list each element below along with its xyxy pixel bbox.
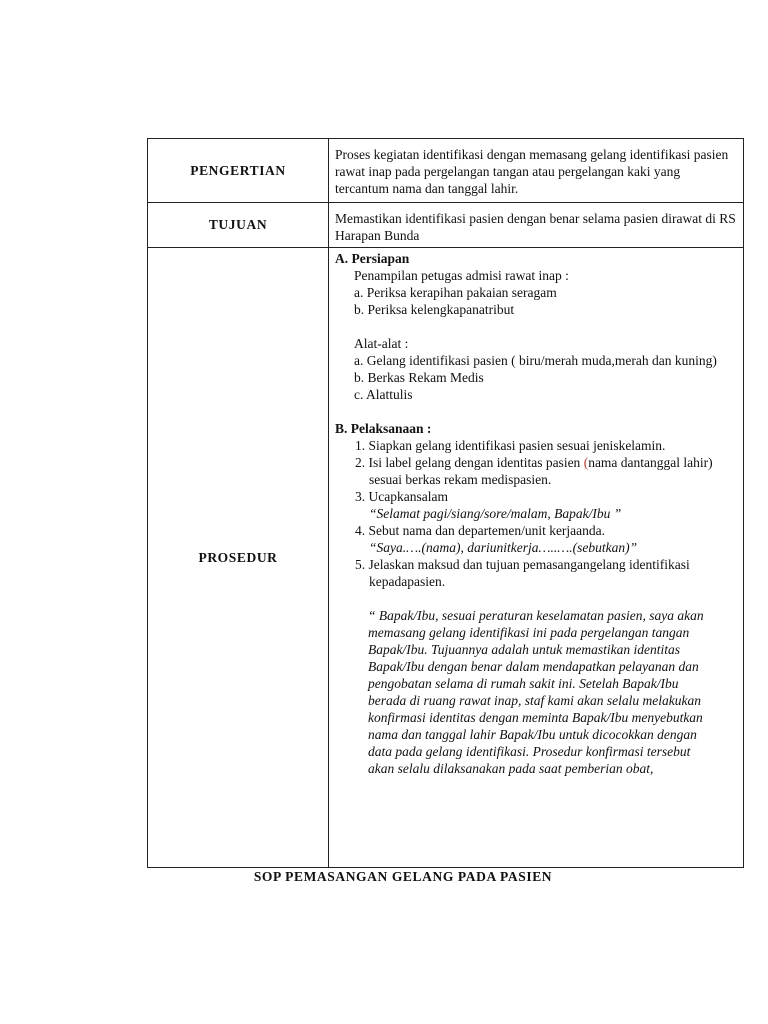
persiapan-intro: Penampilan petugas admisi rawat inap :	[354, 268, 569, 283]
text-tujuan: Memastikan identifikasi pasien dengan benar selama pasien dirawat di RS Harapan Bunda	[329, 203, 744, 248]
alat-item: b. Berkas Rekam Medis	[354, 370, 484, 385]
text-pengertian: Proses kegiatan identifikasi dengan memasang gelang identifikasi pasien rawat inap pada pergelangan tangan atau pergelangan kaki yang tercantum nama dan tanggal lahir.	[329, 139, 744, 203]
pelaksanaan-title: B. Pelaksanaan :	[335, 421, 432, 436]
sop-table	[147, 138, 744, 868]
row-pengertian	[148, 139, 744, 203]
step-3-quote: “Selamat pagi/siang/sore/malam, Bapak/Ibu ”	[369, 506, 622, 521]
alat-item: c. Alattulis	[354, 387, 413, 402]
alat-title: Alat-alat :	[354, 336, 409, 351]
document-title: SOP PEMASANGAN GELANG PADA PASIEN	[253, 869, 553, 884]
step-3: 3. Ucapkansalam	[355, 489, 448, 504]
label-tujuan: TUJUAN	[148, 203, 329, 248]
step-2-part-a: 2. Isi label gelang dengan identitas pasien	[355, 455, 584, 470]
label-pengertian: PENGERTIAN	[148, 139, 329, 203]
step-2-paren: (	[583, 455, 589, 470]
persiapan-item: a. Periksa kerapihan pakaian seragam	[354, 285, 557, 300]
step-1: 1. Siapkan gelang identifikasi pasien sesuai jeniskelamin.	[355, 438, 666, 453]
prosedur-content	[329, 248, 744, 868]
persiapan-title: A. Persiapan	[335, 251, 410, 266]
alat-item: a. Gelang identifikasi pasien ( biru/merah muda,merah dan kuning)	[354, 353, 717, 368]
persiapan-item: b. Periksa kelengkapanatribut	[354, 302, 515, 317]
long-quote: “ Bapak/Ibu, sesuai peraturan keselamatan pasien, saya akan memasang gelang identifikasi ini pada pergelangan tangan Bapak/Ibu. Tujuannya adalah untuk memastikan identitas Bapak/Ibu dengan benar dalam mendapatkan pelayanan dan pengobatan selama di rumah sakit ini. Setelah Bapak/Ibu berada di ruang rawat inap, staf kami akan selalu melakukan konfirmasi identitas dengan meminta Bapak/Ibu menyebutkan nama dan tanggal lahir Bapak/Ibu untuk dicocokkan dengan data pada gelang identifikasi. Prosedur konfirmasi tersebut akan selalu dilaksanakan pada saat pemberian obat,	[368, 608, 704, 776]
row-prosedur	[148, 248, 744, 868]
step-2-part-b: nama dantanggal lahir) sesuai berkas rekam medispasien.	[369, 455, 713, 487]
label-prosedur: PROSEDUR	[148, 248, 329, 868]
step-5: 5. Jelaskan maksud dan tujuan pemasangangelang identifikasi kepadapasien.	[355, 557, 690, 589]
step-2	[349, 454, 739, 488]
row-tujuan	[148, 203, 744, 248]
step-4-quote: “Saya.….(nama), dariunitkerja…..….(sebutkan)”	[369, 540, 638, 555]
step-4: 4. Sebut nama dan departemen/unit kerjaanda.	[355, 523, 606, 538]
